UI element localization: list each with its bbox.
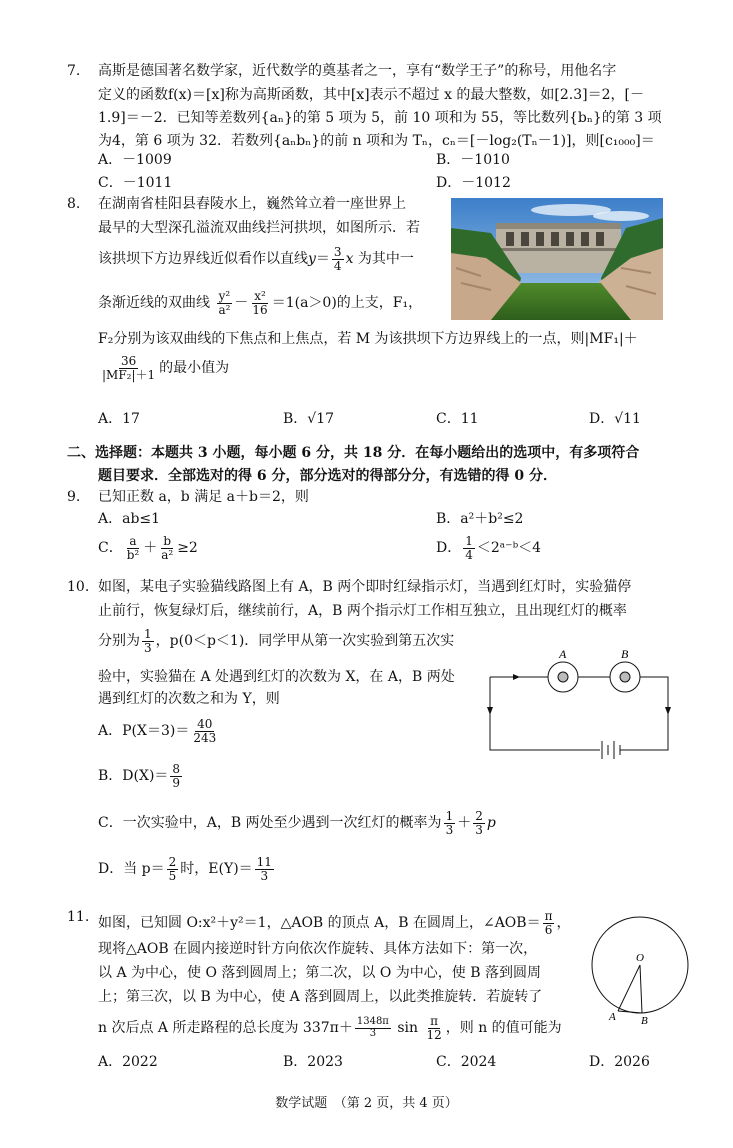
q8-line6: $\frac{36}{\text{|MF₂|＋1}}$ 的最小值为 xyxy=(102,354,230,382)
q7-line1: 高斯是德国著名数学家，近代数学的奠基者之一，享有“数学王子”的称号，用他名字 xyxy=(98,63,617,79)
q11-option-b: B．2023 xyxy=(283,1054,343,1070)
q11-option-d: D．2026 xyxy=(589,1054,650,1070)
q8-option-c: C．11 xyxy=(436,411,479,427)
q9-number: 9. xyxy=(67,489,81,505)
q10-line2: 止前行，恢复绿灯后，继续前行，A，B 两个指示灯工作相互独立，且出现红灯的概率 xyxy=(98,603,627,619)
lamp-a xyxy=(548,662,578,692)
q7-line2: 定义的函数f(x)＝[x]称为高斯函数，其中[x]表示不超过 x 的最大整数，如[2.3]＝2，[－ xyxy=(98,87,644,103)
dam-photo xyxy=(451,198,663,320)
point-b-label: B xyxy=(641,1015,648,1027)
right-arrow xyxy=(513,674,520,680)
q8-line4: 条渐近线的双曲线 $\frac{\text{y²}}{\text{a²}}$ － $\frac{\text{x²}}{16}$ ＝1(a＞0)的上支，F₁， xyxy=(98,289,423,317)
q8-option-d: D．√11 xyxy=(589,411,641,427)
q10-number: 10. xyxy=(67,579,90,595)
point-a-label: A xyxy=(609,1011,616,1023)
q7-number: 7. xyxy=(67,63,81,79)
q7-line3: 1.9]＝－2．已知等差数列{aₙ}的第 5 项为 5，前 10 项和为 55，等比数列{bₙ}的第 3 项 xyxy=(98,110,662,126)
q11-line3: 以 A 为中心，使 O 落到圆周上；第二次，以 O 为中心，使 B 落到圆周 xyxy=(98,965,541,981)
q9-option-d: D． $\frac{1}{4}$ ＜2ᵃ⁻ᵇ＜4 xyxy=(436,534,542,562)
q10-option-c: C．一次实验中，A，B 两处至少遇到一次红灯的概率为 $\frac{1}{3}$ ＋ $\frac{2}{3}$ p xyxy=(98,809,496,837)
down-arrow xyxy=(665,707,671,715)
q7-line4: 为4，第 6 项为 32．若数列{aₙbₙ}的前 n 项和为 Tₙ，cₙ＝[－log₂(Tₙ－1)]，则[c₁₀₀₀]＝ xyxy=(98,133,655,149)
q9-option-c: C． $\frac{a}{\text{b²}}$ ＋ $\frac{b}{\text{a²}}$ ≥2 xyxy=(98,534,198,562)
q7-option-d: D．－1012 xyxy=(436,175,511,191)
q11-line4: 上；第三次，以 B 为中心，使 A 落到圆周上，以此类推旋转．若旋转了 xyxy=(98,989,543,1005)
q11-line5: n 次后点 A 所走路程的总长度为 337π＋ $\frac{1348\pi}{3}$ sin $\frac{\pi}{12}$ ，则 n 的值可能为 xyxy=(98,1014,562,1042)
page-footer: 数学试题 （第 2 页，共 4 页） xyxy=(275,1096,458,1111)
lamp-a-label: A xyxy=(559,647,567,661)
section2-line2: 题目要求．全部选对的得 6 分，部分选对的得部分分，有选错的得 0 分． xyxy=(98,468,557,484)
q8-line2: 最早的大型深孔溢流双曲线拦河拱坝，如图所示．若 xyxy=(98,220,420,236)
q7-option-c: C．－1011 xyxy=(98,175,173,191)
q7-option-a: A．－1009 xyxy=(98,152,172,168)
point-o-label: O xyxy=(636,952,644,964)
q8-option-b: B．√17 xyxy=(283,411,335,427)
q10-line5: 遇到红灯的次数之和为 Y，则 xyxy=(98,691,280,707)
q9-option-a: A．ab≤1 xyxy=(98,511,161,527)
q11-option-a: A．2022 xyxy=(98,1054,158,1070)
q10-option-b: B．D(X)＝ $\frac{8}{9}$ xyxy=(98,762,181,790)
q10-option-a: A．P(X＝3)＝ $\frac{40}{243}$ xyxy=(98,717,217,745)
q11-number: 11. xyxy=(67,909,90,925)
q8-line3: 该拱坝下方边界线近似看作以直线y＝ $\frac{3}{4}$ x 为其中一 xyxy=(98,245,414,273)
q10-option-d: D．当 p＝ $\frac{2}{5}$ 时，E(Y)＝ $\frac{11}{3}$ xyxy=(98,855,272,883)
q10-line3: 分别为 $\frac{1}{3}$ ，p(0＜p＜1)．同学甲从第一次实验到第五次实 xyxy=(98,627,455,655)
lamp-b-label: B xyxy=(621,647,629,661)
q10-line1: 如图，某电子实验猫线路图上有 A，B 两个即时红绿指示灯，当遇到红灯时，实验猫停 xyxy=(98,579,632,595)
q11-line1: 如图，已知圆 O:x²＋y²＝1，△AOB 的顶点 A，B 在圆周上，∠AOB＝ $\frac{\pi}{6}$ ， xyxy=(98,909,571,937)
circle-diagram xyxy=(585,905,695,1030)
q9-option-b: B．a²＋b²≤2 xyxy=(436,511,524,527)
q8-line1: 在湖南省桂阳县舂陵水上，巍然耸立着一座世界上 xyxy=(98,196,406,212)
circuit-diagram xyxy=(480,645,680,765)
section2-line1: 二、选择题：本题共 3 小题，每小题 6 分，共 18 分．在每小题给出的选项中，有多项符合 xyxy=(67,445,640,461)
lamp-b xyxy=(610,662,640,692)
q8-option-a: A．17 xyxy=(98,411,140,427)
q8-line5: F₂分别为该双曲线的下焦点和上焦点，若 M 为该拱坝下方边界线上的一点，则|MF₁|＋ xyxy=(98,331,638,347)
q8-number: 8. xyxy=(67,196,81,212)
q10-line4: 验中，实验猫在 A 处遇到红灯的次数为 X，在 A，B 两处 xyxy=(98,669,455,685)
q11-line2: 现将△AOB 在圆内接逆时针方向依次作旋转、具体方法如下：第一次， xyxy=(98,941,538,957)
up-arrow xyxy=(487,707,493,715)
q7-option-b: B．－1010 xyxy=(436,152,510,168)
q11-option-c: C．2024 xyxy=(436,1054,497,1070)
q9-stem: 已知正数 a，b 满足 a＋b＝2，则 xyxy=(98,489,309,505)
